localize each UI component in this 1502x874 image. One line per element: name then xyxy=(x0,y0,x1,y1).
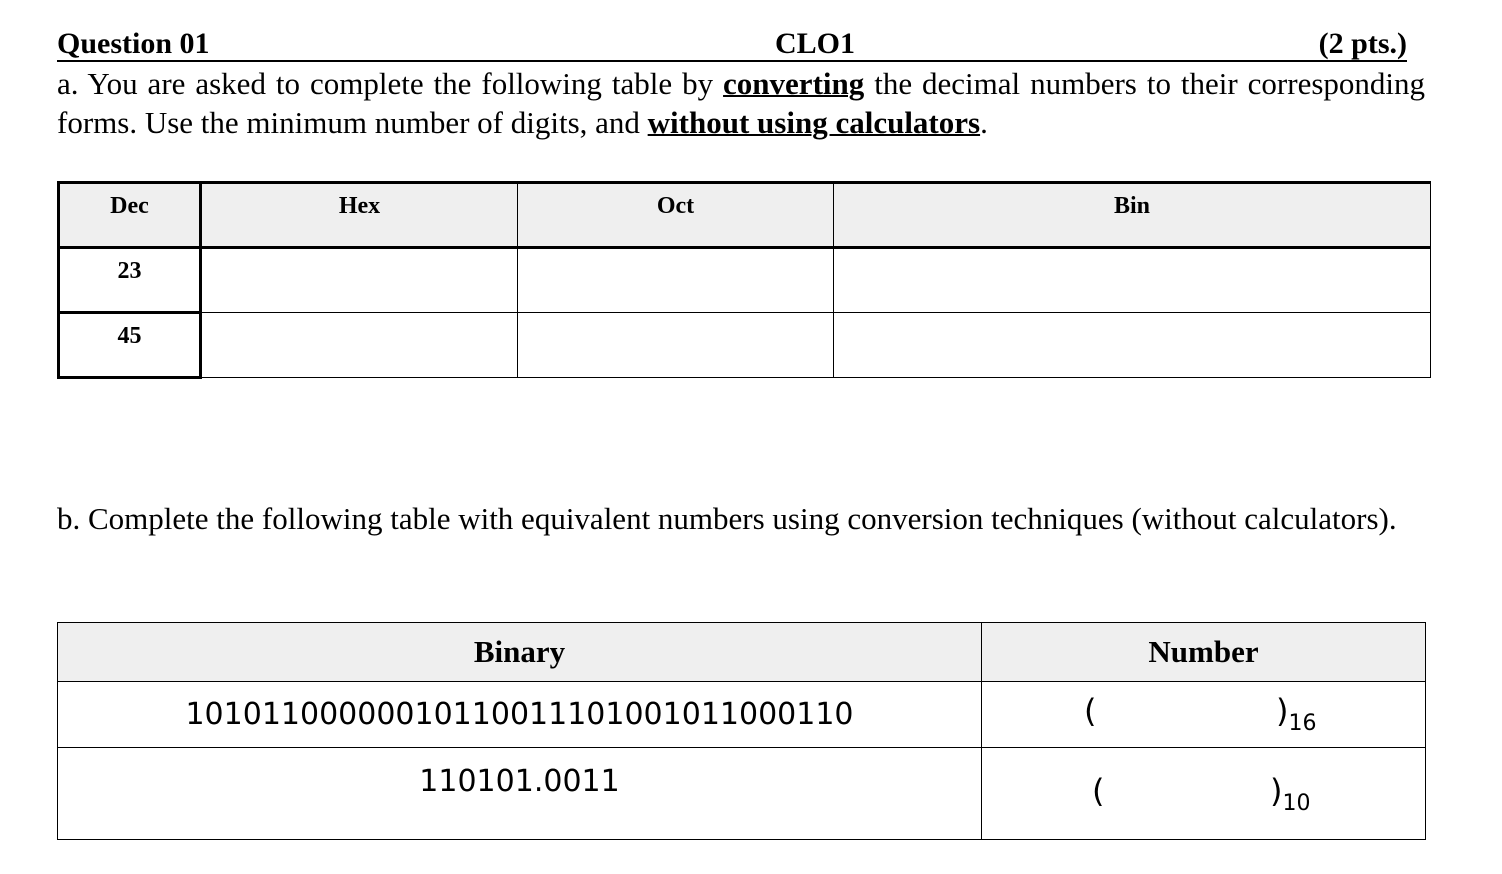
col-header-bin: Bin xyxy=(834,183,1431,248)
oct-answer-cell[interactable] xyxy=(518,248,834,313)
number-answer-cell[interactable] xyxy=(982,748,1426,840)
table-row xyxy=(59,313,1431,378)
part-a-text-3: . xyxy=(980,105,988,140)
base-subscript: 10 xyxy=(1282,791,1311,816)
binary-value: 10101100000010110011101001011000110 xyxy=(58,682,982,748)
clo-label: CLO1 xyxy=(775,27,856,60)
part-a-instructions xyxy=(57,64,1425,142)
table-b-header-row xyxy=(58,623,1426,682)
binary-value: 110101.0011 xyxy=(58,748,982,840)
col-header-oct: Oct xyxy=(518,183,834,248)
points-label: (2 pts.) xyxy=(1318,27,1407,60)
close-paren-with-base xyxy=(1270,772,1311,816)
col-header-hex: Hex xyxy=(201,183,518,248)
question-title: Question 01 xyxy=(57,27,210,60)
question-header xyxy=(57,26,1407,62)
table-row xyxy=(59,248,1431,313)
part-a-emphasis-converting: converting xyxy=(723,66,865,101)
oct-answer-cell[interactable] xyxy=(518,313,834,378)
bin-answer-cell[interactable] xyxy=(834,313,1431,378)
col-header-number: Number xyxy=(982,623,1426,682)
col-header-dec: Dec xyxy=(59,183,201,248)
part-a-emphasis-calculators: without using calculators xyxy=(647,105,981,140)
base-subscript: 16 xyxy=(1288,711,1317,736)
part-b-instructions: b. Complete the following table with equivalent numbers using conversion techniques (without calculators). xyxy=(57,501,1397,536)
col-header-binary: Binary xyxy=(58,623,982,682)
dec-cell: 45 xyxy=(59,313,201,378)
conversion-table-b xyxy=(57,622,1426,840)
close-paren: ) xyxy=(1276,692,1289,730)
open-paren: ( xyxy=(1084,692,1097,730)
hex-answer-cell[interactable] xyxy=(201,313,518,378)
hex-answer-cell[interactable] xyxy=(201,248,518,313)
close-paren-with-base xyxy=(1276,692,1317,736)
conversion-table-a xyxy=(57,181,1431,379)
part-a-text-2: the decimal numbers to their corresponding forms. Use the minimum number of digits, and xyxy=(57,66,1426,140)
table-row xyxy=(58,748,1426,840)
table-a-header-row xyxy=(59,183,1431,248)
close-paren: ) xyxy=(1270,772,1283,810)
table-row xyxy=(58,682,1426,748)
part-a-text-1: a. You are asked to complete the following table by xyxy=(57,66,724,101)
bin-answer-cell[interactable] xyxy=(834,248,1431,313)
open-paren: ( xyxy=(1092,772,1105,810)
number-answer-cell[interactable] xyxy=(982,682,1426,748)
dec-cell: 23 xyxy=(59,248,201,313)
